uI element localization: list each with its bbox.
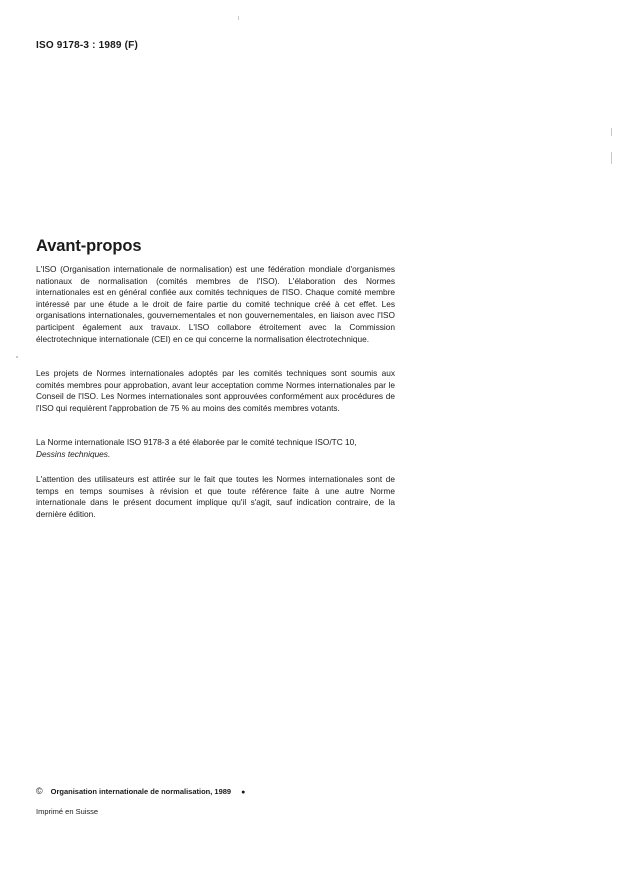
- scan-speck: [611, 128, 612, 136]
- section-title: Avant-propos: [36, 237, 142, 255]
- document-identifier: ISO 9178-3 : 1989 (F): [36, 40, 139, 51]
- copyright-line: [36, 786, 245, 796]
- copyright-text: Organisation internationale de normalisation, 1989: [50, 787, 232, 796]
- paragraph-iso-description: L'ISO (Organisation internationale de normalisation) est une fédération mondiale d'organismes nationaux de normalisation (comités membres de l'ISO). L'élaboration des Normes internationales est en général confiée aux comités techniques de l'ISO. Chaque comité membre intéressé par une étude a le droit de faire partie du comité technique créé à cet effet. Les organisations internationales, gouvernementales et non gouvernementales, en liaison avec l'ISO participent également aux travaux. L'ISO collabore étroitement avec la Commission électrotechnique internationale (CEI) en ce qui concerne la normalisation électrotechnique.: [36, 264, 395, 344]
- scan-speck: [611, 152, 612, 164]
- scan-speck: [238, 16, 239, 20]
- committee-name: Dessins techniques.: [36, 448, 111, 459]
- paragraph-preparation: [36, 437, 395, 460]
- bullet-icon: ●: [241, 789, 246, 796]
- paragraph-approval-procedure: Les projets de Normes internationales adoptés par les comités techniques sont soumis aux comités membres pour approbation, avant leur acceptation comme Normes internationales par le Conseil de l'ISO. Les Normes internationales sont approuvées conformément aux procédures de l'ISO qui requièrent l'approbation de 75 % au moins des comités membres votants.: [36, 368, 395, 413]
- printed-in-note: Imprimé en Suisse: [36, 807, 99, 816]
- preparation-text: La Norme internationale ISO 9178-3 a été élaborée par le comité technique ISO/TC 10,: [36, 437, 357, 447]
- scan-speck: [16, 356, 18, 358]
- copyright-icon: ©: [36, 786, 43, 796]
- paragraph-revision-notice: L'attention des utilisateurs est attirée sur le fait que toutes les Normes internationales sont de temps en temps soumises à révision et que toute référence faite à une autre Norme internationale dans le présent document implique qu'il s'agit, sauf indication contraire, de la dernière édition.: [36, 474, 395, 519]
